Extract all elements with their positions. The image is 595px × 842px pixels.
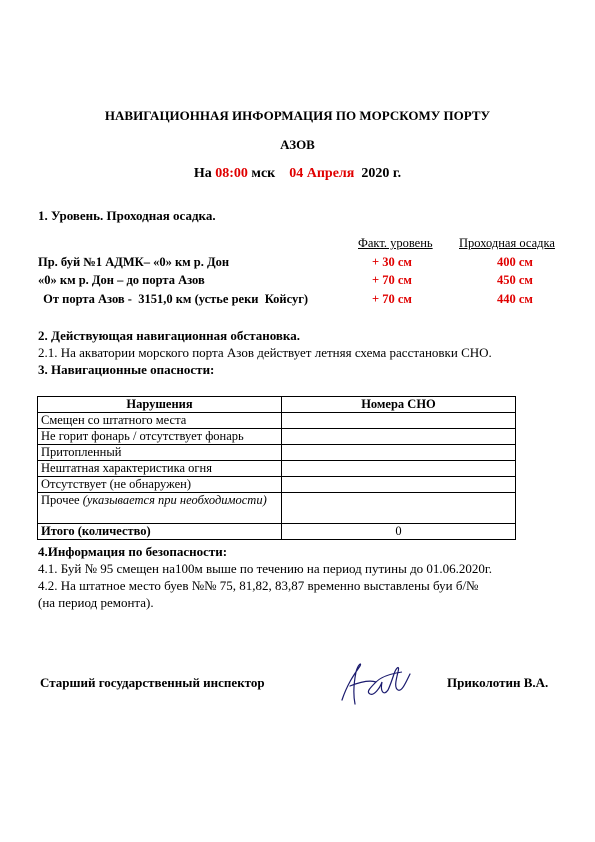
report-time: 08:00: [215, 166, 248, 181]
table-row: [38, 493, 516, 524]
other-label: Прочее: [41, 493, 80, 507]
table-row: [38, 429, 516, 445]
table-total-row: [38, 524, 516, 540]
section2-text: 2.1. На акватории морского порта Азов действует летняя схема расстановки СНО.: [38, 345, 492, 360]
violation-label: Отсутствует (не обнаружен): [38, 477, 282, 493]
table-row: [38, 461, 516, 477]
sno-cell: [282, 429, 516, 445]
signature-image: [336, 652, 416, 714]
col-draft-header: Проходная осадка: [459, 236, 555, 250]
violation-label: Смещен со штатного места: [38, 413, 282, 429]
section4-line1: 4.1. Буй № 95 смещен на100м выше по течению на период путины до 01.06.2020г.: [38, 561, 493, 576]
col-sno-header: Номера СНО: [282, 397, 516, 413]
level-row-label: От порта Азов - 3151,0 км (устье реки Койсуг): [40, 292, 309, 306]
sno-cell: [282, 413, 516, 429]
draft-row-value: 400 см: [497, 255, 533, 269]
col-level-header: Факт. уровень: [358, 236, 433, 250]
sno-cell: [282, 461, 516, 477]
section3-heading: 3. Навигационные опасности:: [38, 362, 215, 377]
col-violations-header: Нарушения: [38, 397, 282, 413]
port-name: АЗОВ: [280, 137, 315, 152]
table-header-row: [38, 397, 516, 413]
section4-line2: 4.2. На штатное место буев №№ 75, 81,82, 83,87 временно выставлены буи б/№: [38, 578, 479, 593]
draft-row-value: 450 см: [497, 273, 533, 287]
level-row-value: + 70 см: [372, 273, 412, 287]
date-line: [0, 166, 595, 182]
total-value: 0: [282, 524, 516, 540]
section2-heading: 2. Действующая навигационная обстановка.: [38, 328, 300, 343]
violation-label: Притопленный: [38, 445, 282, 461]
table-row: [38, 445, 516, 461]
draft-row-value: 440 см: [497, 292, 533, 306]
date-prefix: На: [193, 166, 212, 181]
sno-cell: [282, 445, 516, 461]
violation-label: Нештатная характеристика огня: [38, 461, 282, 477]
section1-heading: 1. Уровень. Проходная осадка.: [38, 208, 216, 223]
total-label: Итого (количество): [38, 524, 282, 540]
report-year: 2020 г.: [361, 166, 402, 181]
level-row-label: «0» км р. Дон – до порта Азов: [38, 273, 205, 287]
time-zone: мск: [251, 166, 276, 181]
section4-line3: (на период ремонта).: [38, 595, 154, 610]
table-row: [38, 477, 516, 493]
hazards-table: [37, 396, 516, 540]
document-title: НАВИГАЦИОННАЯ ИНФОРМАЦИЯ ПО МОРСКОМУ ПОРТУ: [104, 108, 491, 123]
other-note: (указывается при необходимости): [82, 493, 267, 507]
signatory-position: Старший государственный инспектор: [40, 675, 265, 690]
level-row-label: Пр. буй №1 АДМК– «0» км р. Дон: [38, 255, 230, 269]
level-row-value: + 30 см: [372, 255, 412, 269]
sno-cell: [282, 477, 516, 493]
signatory-name: Приколотин В.А.: [447, 675, 549, 690]
table-row: [38, 413, 516, 429]
level-row-value: + 70 см: [372, 292, 412, 306]
section4-heading: 4.Информация по безопасности:: [38, 544, 228, 559]
violation-label: Не горит фонарь / отсутствует фонарь: [38, 429, 282, 445]
report-date: 04 Апреля: [289, 166, 355, 181]
sno-cell: [282, 493, 516, 524]
violation-label-other: [38, 493, 282, 524]
